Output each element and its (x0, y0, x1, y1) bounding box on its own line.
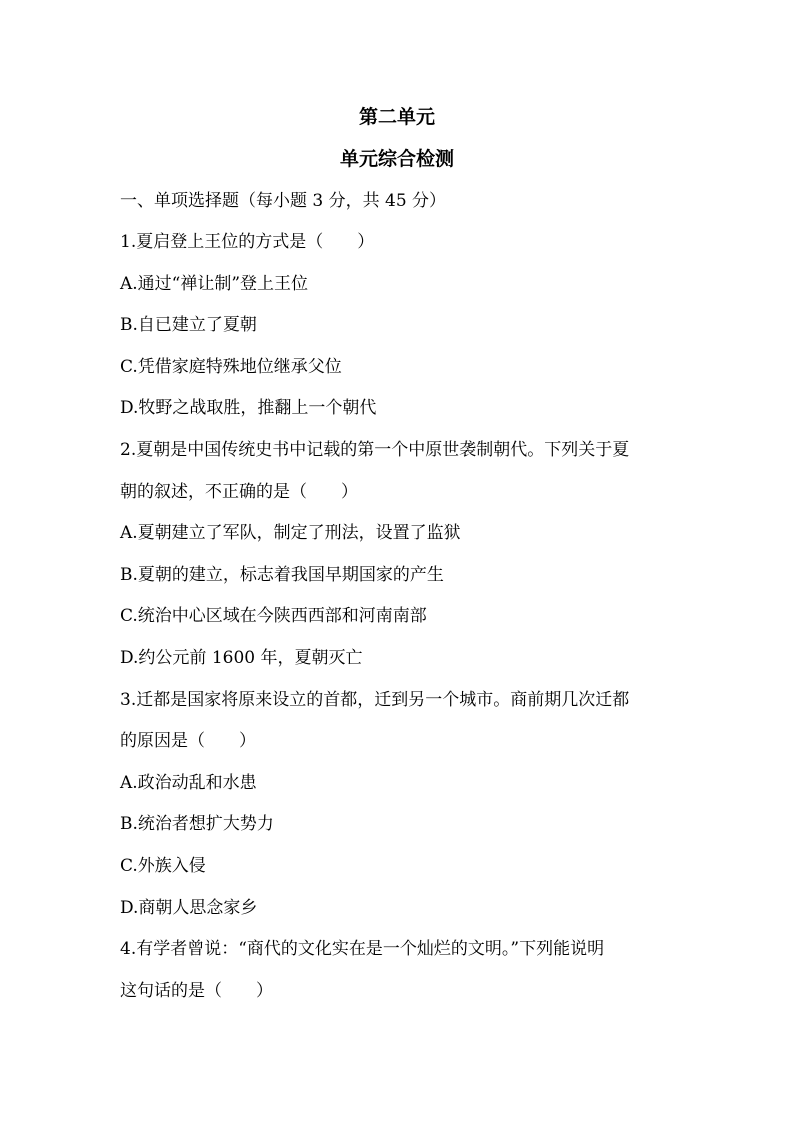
option-a: A.通过“禅让制”登上王位 (120, 274, 309, 294)
question-stem-continued: 的原因是（ ） (120, 731, 256, 751)
option-b: B.夏朝的建立，标志着我国早期国家的产生 (120, 565, 444, 585)
question-stem-continued: 这句话的是（ ） (120, 981, 273, 1001)
unit-subtitle: 单元综合检测 (339, 148, 454, 170)
question-stem-continued: 朝的叙述，不正确的是（ ） (120, 482, 358, 502)
option-c: C.外族入侵 (120, 856, 206, 876)
option-d: D.约公元前 1600 年，夏朝灭亡 (120, 648, 363, 668)
question-stem: 4.有学者曾说：“商代的文化实在是一个灿烂的文明。”下列能说明 (120, 939, 605, 959)
option-b: B.统治者想扩大势力 (120, 814, 274, 834)
section-heading: 一、单项选择题（每小题 3 分，共 45 分） (120, 191, 447, 211)
option-d: D.牧野之战取胜，推翻上一个朝代 (120, 398, 377, 418)
option-d: D.商朝人思念家乡 (120, 898, 258, 918)
option-c: C.统治中心区域在今陕西西部和河南南部 (120, 606, 427, 626)
question-stem: 2.夏朝是中国传统史书中记载的第一个中原世袭制朝代。下列关于夏 (120, 440, 630, 460)
option-c: C.凭借家庭特殊地位继承父位 (120, 357, 342, 377)
option-b: B.自已建立了夏朝 (120, 315, 257, 335)
question-stem: 3.迁都是国家将原来设立的首都，迁到另一个城市。商前期几次迁都 (120, 690, 630, 710)
option-a: A.政治动乱和水患 (120, 773, 257, 793)
unit-title: 第二单元 (358, 106, 435, 128)
option-a: A.夏朝建立了军队，制定了刑法，设置了监狱 (120, 523, 461, 543)
question-stem: 1.夏启登上王位的方式是（ ） (120, 232, 375, 252)
